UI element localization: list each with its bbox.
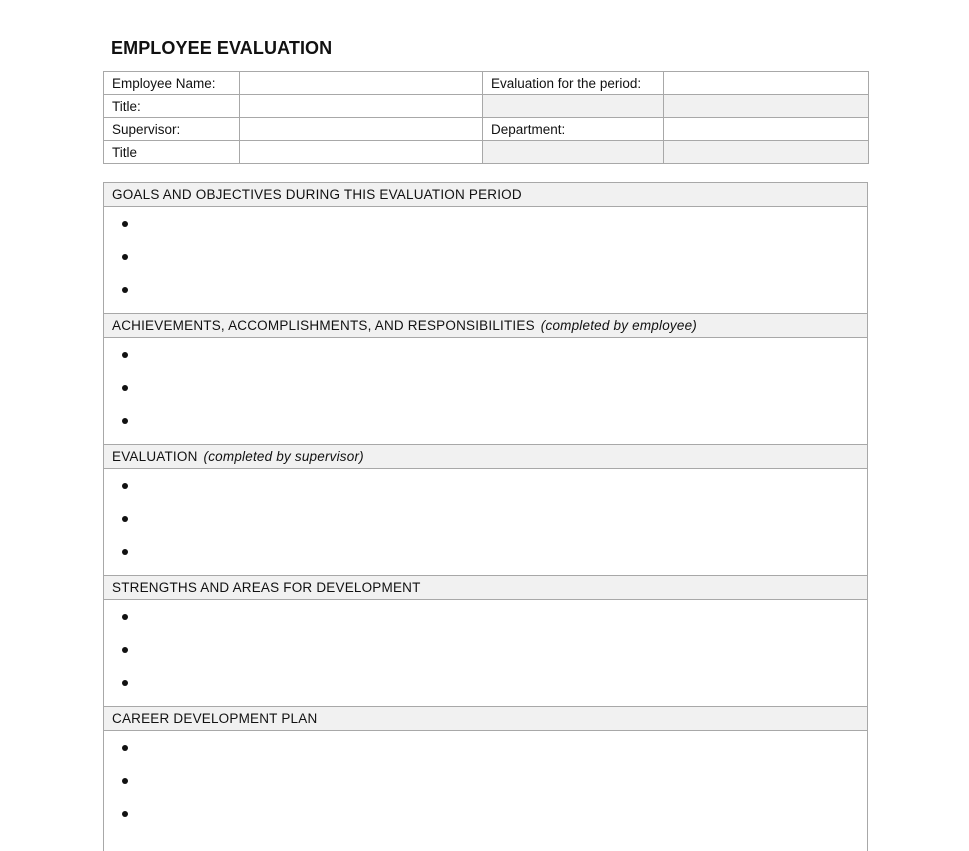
supervisor-label: Supervisor:	[104, 118, 240, 141]
bullet-icon	[122, 516, 128, 522]
department-label: Department:	[483, 118, 664, 141]
bullet-icon	[122, 745, 128, 751]
section-goals-header	[104, 183, 867, 207]
title-label: Title:	[104, 95, 240, 118]
bullet-icon	[122, 483, 128, 489]
table-row	[104, 95, 869, 118]
evaluation-period-label: Evaluation for the period:	[483, 72, 664, 95]
shaded-cell	[664, 141, 869, 164]
section-note: (completed by supervisor)	[203, 449, 364, 464]
shaded-cell	[664, 95, 869, 118]
evaluation-period-field[interactable]	[664, 72, 869, 95]
table-row	[104, 141, 869, 164]
bullet-icon	[122, 221, 128, 227]
page-title: EMPLOYEE EVALUATION	[111, 38, 333, 58]
section-achievements-header	[104, 314, 867, 338]
bullet-icon	[122, 254, 128, 260]
section-evaluation-header	[104, 445, 867, 469]
section-strengths-header	[104, 576, 867, 600]
bullet-icon	[122, 287, 128, 293]
evaluation-sections	[103, 182, 868, 851]
section-goals-body[interactable]	[104, 207, 867, 314]
section-strengths-body[interactable]	[104, 600, 867, 707]
supervisor-title-field[interactable]	[240, 141, 483, 164]
section-career-body[interactable]	[104, 731, 867, 851]
shaded-cell	[483, 95, 664, 118]
bullet-icon	[122, 680, 128, 686]
supervisor-field[interactable]	[240, 118, 483, 141]
section-career-header	[104, 707, 867, 731]
employee-name-field[interactable]	[240, 72, 483, 95]
employee-info-table	[103, 71, 869, 164]
section-heading: GOALS AND OBJECTIVES DURING THIS EVALUATION PERIOD	[112, 187, 522, 202]
table-row	[104, 118, 869, 141]
section-achievements-body[interactable]	[104, 338, 867, 445]
employee-name-label: Employee Name:	[104, 72, 240, 95]
table-row	[104, 72, 869, 95]
supervisor-title-label: Title	[104, 141, 240, 164]
employee-title-field[interactable]	[240, 95, 483, 118]
section-evaluation-body[interactable]	[104, 469, 867, 576]
bullet-icon	[122, 647, 128, 653]
section-heading: ACHIEVEMENTS, ACCOMPLISHMENTS, AND RESPONSIBILITIES	[112, 318, 535, 333]
shaded-cell	[483, 141, 664, 164]
bullet-icon	[122, 778, 128, 784]
section-heading: CAREER DEVELOPMENT PLAN	[112, 711, 318, 726]
section-heading: EVALUATION	[112, 449, 198, 464]
section-note: (completed by employee)	[540, 318, 697, 333]
bullet-icon	[122, 352, 128, 358]
bullet-icon	[122, 385, 128, 391]
bullet-icon	[122, 418, 128, 424]
bullet-icon	[122, 549, 128, 555]
section-heading: STRENGTHS AND AREAS FOR DEVELOPMENT	[112, 580, 421, 595]
bullet-icon	[122, 811, 128, 817]
department-field[interactable]	[664, 118, 869, 141]
bullet-icon	[122, 614, 128, 620]
